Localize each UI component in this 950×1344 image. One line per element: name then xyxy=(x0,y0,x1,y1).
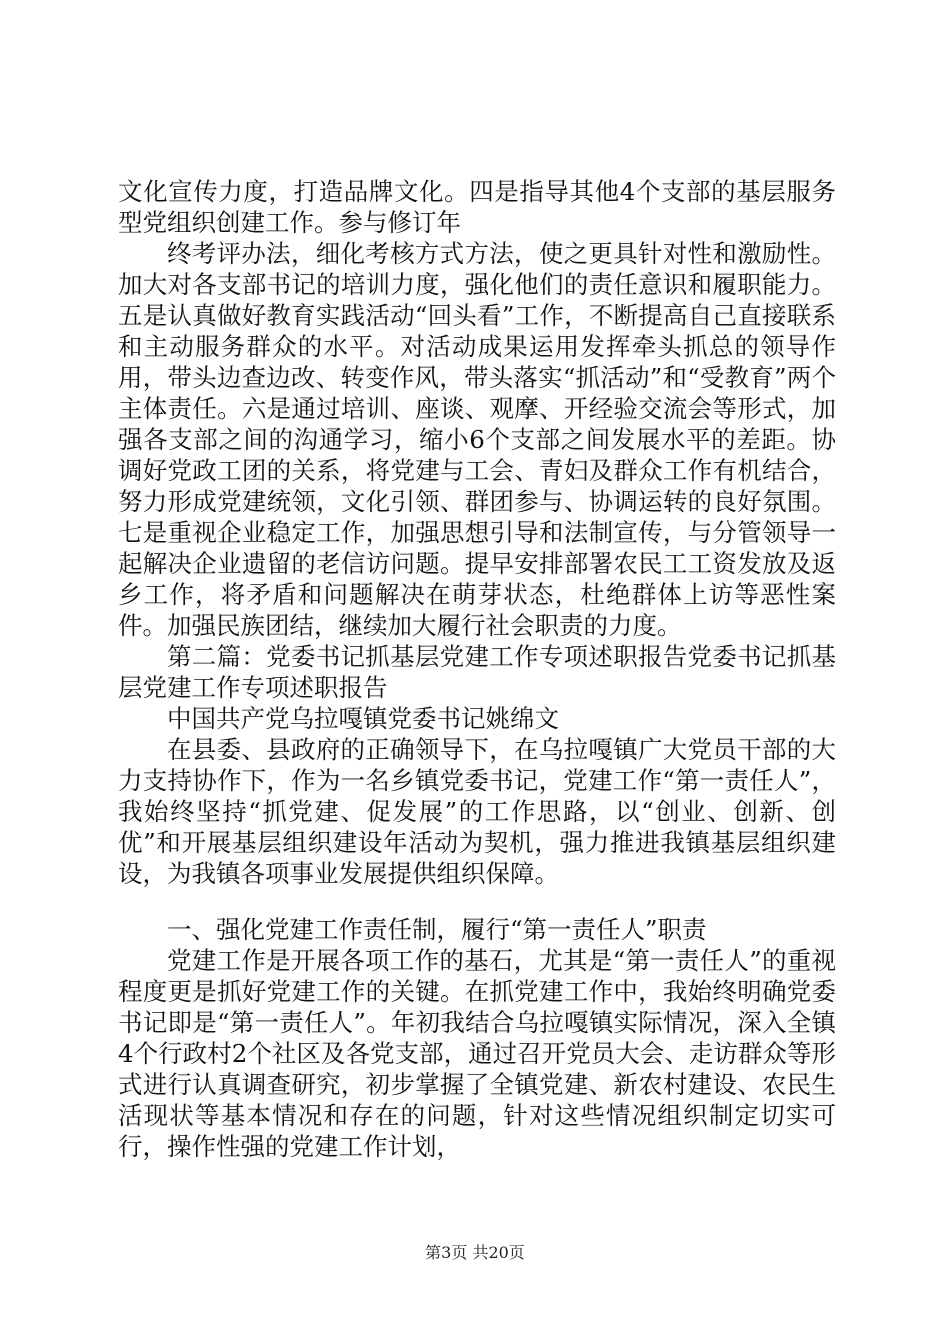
paragraph-responsibility: 党建工作是开展各项工作的基石，尤其是“第一责任人”的重视程度更是抓好党建工作的关键。在抓党建工作中，我始终明确党委书记即是“第一责任人”。年初我结合乌拉嘎镇实际情况，深入全镇4个行政村2个社区及各党支部，通过召开党员大会、走访群众等形式进行认真调查研究，初步掌握了全镇党建、新农村建设、农民生活现状等基本情况和存在的问题，针对这些情况组织制定切实可行，操作性强的党建工作计划， xyxy=(118,946,836,1161)
paragraph-evaluation: 终考评办法，细化考核方式方法，使之更具针对性和激励性。加大对各支部书记的培训力度，强化他们的责任意识和履职能力。五是认真做好教育实践活动“回头看”工作，不断提高自己直接联系和主动服务群众的水平。对活动成果运用发挥牵头抓总的领导作用，带头边查边改、转变作风，带头落实“抓活动”和“受教育”两个主体责任。六是通过培训、座谈、观摩、开经验交流会等形式，加强各支部之间的沟通学习，缩小6个支部之间发展水平的差距。协调好党政工团的关系，将党建与工会、青妇及群众工作有机结合，努力形成党建统领，文化引领、群团参与、协调运转的良好氛围。七是重视企业稳定工作，加强思想引导和法制宣传，与分管领导一起解决企业遗留的老信访问题。提早安排部署农民工工资发放及返乡工作，将矛盾和问题解决在萌芽状态，杜绝群体上访等恶性案件。加强民族团结，继续加大履行社会职责的力度。 xyxy=(118,239,836,640)
section-title-part-two: 第二篇：党委书记抓基层党建工作专项述职报告党委书记抓基层党建工作专项述职报告 xyxy=(118,642,836,702)
paragraph-intro: 在县委、县政府的正确领导下，在乌拉嘎镇广大党员干部的大力支持协作下，作为一名乡镇党委书记，党建工作“第一责任人”，我始终坚持“抓党建、促发展”的工作思路，以“创业、创新、创优”和开展基层组织建设年活动为契机，强力推进我镇基层组织建设，为我镇各项事业发展提供组织保障。 xyxy=(118,735,836,888)
page-number-footer: 第3页 共20页 xyxy=(425,1243,525,1262)
paragraph-continuation: 文化宣传力度，打造品牌文化。四是指导其他4个支部的基层服务型党组织创建工作。参与修订年 xyxy=(118,177,836,237)
author-line: 中国共产党乌拉嘎镇党委书记姚绵文 xyxy=(167,704,559,733)
document-body xyxy=(118,176,836,1162)
section-heading-one: 一、强化党建工作责任制，履行“第一责任人”职责 xyxy=(167,915,707,944)
